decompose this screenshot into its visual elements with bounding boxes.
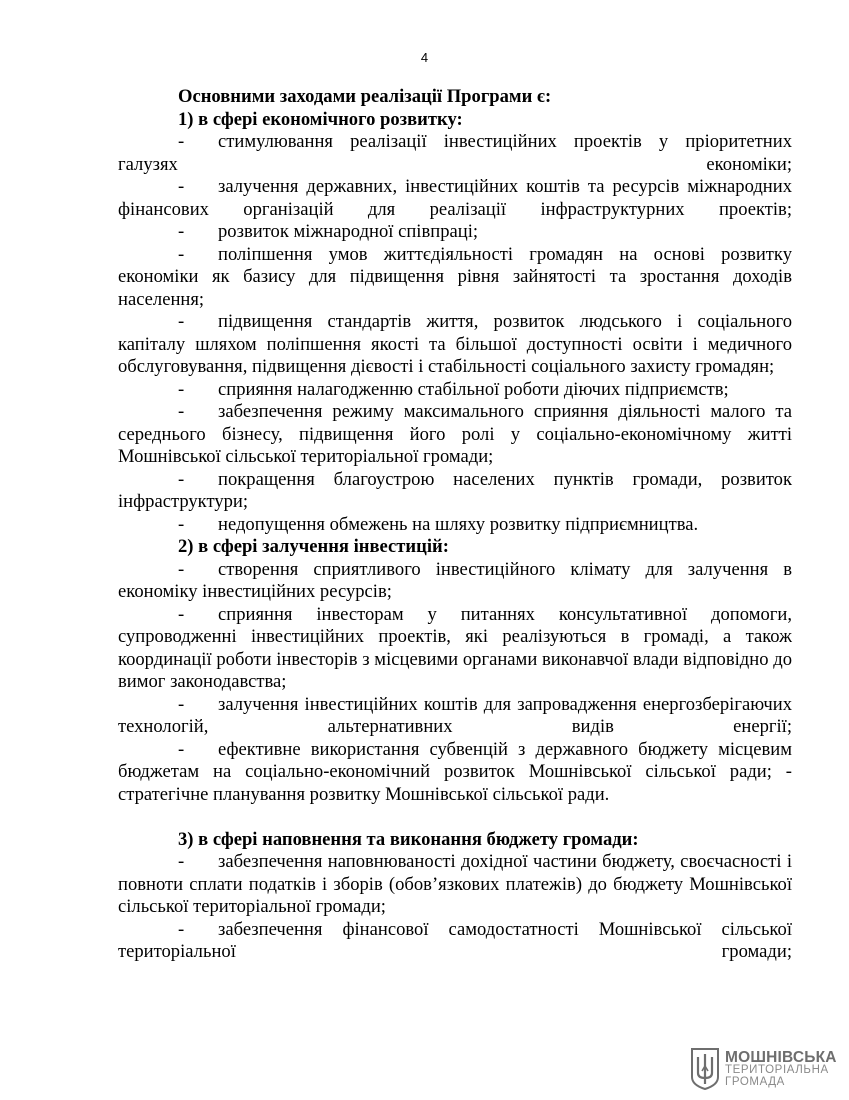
dash: - [178, 401, 185, 422]
list-item: - сприяння налагодженню стабільної роботи діючих підприємств; [118, 379, 792, 402]
document-body [118, 86, 792, 964]
community-logo [690, 1045, 840, 1093]
list-item: - поліпшення умов життєдіяльності громадян на основі розвитку економіки як базису для підвищення рівня зайнятості та зростання доходів населення; [118, 243, 792, 310]
trident-emblem-icon [690, 1047, 720, 1091]
dash: - [178, 513, 185, 535]
list-item: - створення сприятливого інвестиційного клімату для залучення в економіку інвестиційних ресурсів; [118, 558, 792, 602]
list-item: - ефективне використання субвенцій з державного бюджету місцевим бюджетам на соціально-економічний розвиток Мошнівської сільської ради; - стратегічне планування розвитку Мошнівської сільської ради. [118, 738, 792, 805]
dash: - [178, 311, 185, 332]
list-item: - недопущення обмежень на шляху розвитку підприємництва. [118, 514, 792, 537]
dash: - [178, 603, 185, 625]
dash: - [178, 693, 185, 715]
dash: - [178, 468, 185, 490]
dash: - [178, 851, 185, 872]
dash: - [178, 558, 185, 580]
list-item: - забезпечення фінансової самодостатності Мошнівської сільської територіальної громади; [118, 918, 792, 962]
list-item: - забезпечення режиму максимального сприяння діяльності малого та середнього бізнесу, підвищення його ролі у соціально-економічному житті Мошнівської сільської територіальної громади; [118, 401, 792, 467]
dash: - [178, 243, 185, 265]
list-item: - залучення інвестиційних коштів для запровадження енергозберігаючих технологій, альтернативних видів енергії; [118, 693, 792, 737]
list-item: - покращення благоустрою населених пунктів громади, розвиток інфраструктури; [118, 468, 792, 512]
dash: - [178, 176, 185, 197]
list-item: - підвищення стандартів життя, розвиток людського і соціального капіталу шляхом поліпшення якості та більшої доступності освіти і медичного обслуговування, підвищення дієвості і стабільності соціального захисту громадян; [118, 311, 792, 377]
main-heading: Основними заходами реалізації Програми є: [178, 86, 552, 107]
dash: - [178, 378, 185, 400]
section-heading: 3) в сфері наповнення та виконання бюджету громади: [178, 828, 639, 850]
list-item: - розвиток міжнародної співпраці; [118, 221, 792, 244]
page-number: 4 [420, 50, 429, 65]
list-item: - сприяння інвесторам у питаннях консультативної допомоги, супроводженні інвестиційних проектів, які реалізуються в громаді, а також координації роботи інвесторів з місцевими органами виконавчої влади відповідно до вимог законодавства; [118, 603, 792, 692]
logo-line-3: ГРОМАДА [725, 1075, 785, 1088]
dash: - [178, 738, 185, 760]
spacer [118, 806, 792, 829]
list-item: - залучення державних, інвестиційних коштів та ресурсів міжнародних фінансових організацій для реалізації інфраструктурних проектів; [118, 176, 792, 220]
section-heading: 2) в сфері залучення інвестицій: [178, 536, 449, 557]
dash: - [178, 131, 185, 152]
dash: - [178, 918, 185, 940]
logo-line-1: МОШНІВСЬКА [725, 1048, 837, 1066]
logo-line-2: ТЕРИТОРІАЛЬНА [725, 1064, 829, 1077]
list-item: - забезпечення наповнюваності дохідної частини бюджету, своєчасності і повноти сплати податків і зборів (обов’язкових платежів) до бюджету Мошнівської сільської територіальної громади; [118, 851, 792, 917]
section-heading: 1) в сфері економічного розвитку: [178, 108, 463, 130]
list-item: - стимулювання реалізації інвестиційних проектів у пріоритетних галузях економіки; [118, 131, 792, 175]
dash: - [178, 221, 185, 242]
